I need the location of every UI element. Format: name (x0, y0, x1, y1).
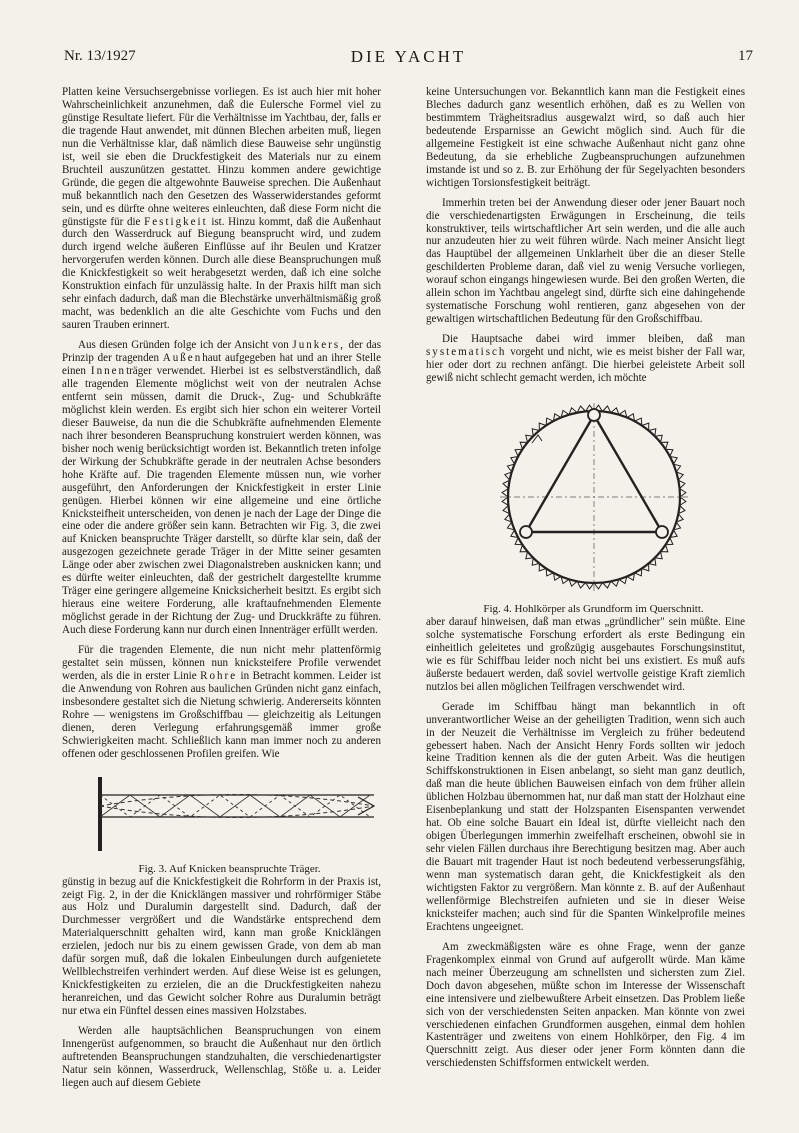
issue-number: Nr. 13/1927 (64, 48, 136, 64)
paragraph: Aus diesen Gründen folge ich der Ansicht von Junkers, der das Prinzip der tragenden Außenhaut aufgegeben hat und an ihrer Stelle einen Innenträger verwendet. Hierbei ist es selbstverständlich, daß alle tragenden Elemente möglichst weit von der neutralen Achse entfernt sein müssen, damit die Druck-, Zug- und Schubkräfte möglichst klein werden. Es ergibt sich hier schon ein weiterer Vorteil dieser Bauweise, da nun die die Schubkräfte aufnehmenden Elemente nach ihrer besonderen Beanspruchung konstruiert werden können, was bisher noch wenig berücksichtigt worden ist. Bekanntlich treten infolge der Wirkung der Schubkräfte gerade in der neutralen Achse besonders hohe Kräfte auf. Die tragenden Elemente müssen nun, wie vorher ausgeführt, den Anforderungen der Knickfestigkeit in erster Linie genügen. Hierbei können wir eine allgemeine und eine örtliche Knicksteifheit unterscheiden, von denen je nach der Lage der Dinge die eine oder die andere größer sein kann. Betrachten wir Fig. 3, die zwei auf Knicken beanspruchte Träger darstellt, so dürfte klar sein, daß der ausgezogen gezeichnete gerade Träger in der Mitte seiner gesamten Länge oder aber zwischen zwei Diagonalstreben ausknicken kann; und es dürfte weiter einleuchten, daß der gestrichelt dargestellte krumme Träger eine geringere allgemeine Knicksicherheit besitzt. Es ergibt sich hieraus eine weitere Forderung, alle kraftaufnehmenden Elemente möglichst gerade in der Richtung der Zug- und Druckkräfte zu führen. Auch diese Forderung kann nur durch einen Innenträger erfüllt werden. (62, 339, 382, 637)
paragraph: Am zweckmäßigsten wäre es ohne Frage, wenn der ganze Fragenkomplex einmal von Grund auf aufgerollt würde. Man käme nach meiner Überzeugung am schnellsten und sichersten zum Ziel. Doch davon abgesehen, müßte schon im Interesse der Wissenschaft eine intensivere und zielbewußtere Arbeit einsetzen. Das Problem ließe sich von der verschiedensten Seiten anpacken. Man könnte von zwei verschiedenen einfachen Grundformen ausgehen, einmal dem hohlen Kastenträger und zweitens von einem Hohlkörper, den Fig. 4 im Querschnitt zeigt. Aus dieser oder jener Form könnten dann die verschiedensten Schiffsformen entwickelt werden. (426, 940, 745, 1070)
fig3-truss-diagram (62, 769, 381, 859)
truss-drawing (96, 771, 378, 855)
paragraph: Für die tragenden Elemente, die nun nicht mehr plattenförmig gestaltet sein müssen, können nun knicksteifere Profile verwendet werden, als die in erster Linie Rohre in Betracht kommen. Leider ist die Anwendung von Rohren aus baulichen Gründen nicht ganz einfach, insbesondere gestaltet sich die Nietung schwierig. Andererseits könnten Rohre — wenigstens im Großschiffbau — gleichzeitig als Leitungen dienen, deren Verlegung erfahrungsgemäß immer große Schwierigkeiten macht. Schließlich kann man immer noch zu anderen offenen oder geschlossenen Profilen greifen. Wie (62, 644, 381, 760)
hollow-body-drawing (494, 391, 694, 601)
journal-title: DIE YACHT (350, 47, 467, 66)
paragraph: günstig in bezug auf die Knickfestigkeit die Rohrform in der Praxis ist, zeigt Fig. 2, in der die Knicklängen massiver und rohrförmiger Stäbe aus Holz und Duralumin dargestellt sind. Dadurch, daß der Durchmesser vergrößert und die Wandstärke entsprechend dem Materialquerschnitt gehalten wird, kann man große Knicklängen erzielen, jedoch nur bis zu einem gewissen Grade, von dem ab man dafür sorgen muß, daß die lokalen Einbeulungen durch aufgenietete Wellblechstreifen verhindert werden. Auf diese Weise ist es gelungen, Knickfestigkeiten zu erzielen, die an die Druckfestigkeiten nahezu heranreichen, und das Gewicht solcher Rohre aus Duralumin beträgt nur etwa ein Fünftel dessen eines massiven Holzstabes. (62, 875, 381, 1018)
page-header (64, 48, 753, 70)
paragraph: Die Hauptsache dabei wird immer bleiben, daß man systematisch vorgeht und nicht, wie es meist bisher der Fall war, hier oder dort zu rechnen anfängt. Die hierbei geleistete Arbeit soll gewiß nicht schlecht gemacht werden, ich möchte (426, 333, 745, 385)
paragraph: Immerhin treten bei der Anwendung dieser oder jener Bauart noch die verschiedenartigsten Erwägungen in Erscheinung, die teils konstruktiver, teils wirtschaftlicher Art sein werden, und die alle auch nur anzudeuten hier zu weit führen würde. Nach meiner Ansicht liegt das Hauptübel der allgemeinen Unklarheit über die an dieser Stelle geschilderten Probleme daran, daß viel zu wenig Versuche vorliegen, worauf schon eingangs hingewiesen wurde. Bei den großen Werten, die allein schon im Yachtbau angelegt sind, dürfte sich eine dahingehende systematische Forschung wohl rentieren, ganz abgesehen von der gewaltigen wirtschaftlichen Bedeutung für den Großschiffbau. (426, 196, 745, 326)
paragraph: Werden alle hauptsächlichen Beanspruchungen von einem Innengerüst aufgenommen, so braucht die Außenhaut nur den örtlich auftretenden Beanspruchungen standzuhalten, die verschiedenartigster Natur sein können, Wasserdruck, Wellenschlag, Stöße u. a. Leider liegen auch auf diesem Gebiete (62, 1025, 381, 1089)
paragraph: Platten keine Versuchsergebnisse vorliegen. Es ist auch hier mit hoher Wahrscheinlichkeit anzunehmen, daß die Eulersche Formel viel zu günstige Resultate liefert. Für die Verhältnisse im Yachtbau, der, falls er die tragende Haut anwendet, mit dünnen Blechen arbeiten muß, liegen nun die Verhältnisse klar, daß nämlich diese Bauweise sehr ungünstig ist, weil sie eben die Druckfestigkeit des Materials nur zu einem Bruchteil auszunützen gestattet. Hinzu kommen andere gewichtige Gründe, die gegen die altgewohnte Bauweise sprechen. Die Außenhaut muß bekanntlich nach den Gesetzen des Wasserwiderstandes geformt sein, und es dürfte ohne weiteres einleuchten, daß diese Form nicht die günstigste für die Festigkeit ist. Hinzu kommt, daß die Außenhaut durch den Wasserdruck auf Biegung beansprucht wird, und zudem durch irgend welche äußeren Einflüsse auf ihr Beulen und Kratzer hervorgerufen werden können. Durch alle diese Beanspruchungen muß die Knickfestigkeit so weit herabgesetzt werden, daß ich eine solche Konstruktion einfach für unzulässig halte. In der Praxis hilft man sich sehr einfach dadurch, daß man die Blechstärke unverhältnismäßig groß macht, was bedenklich an die alte Geschichte vom Fuchs und den sauren Trauben erinnert. (62, 86, 382, 332)
paragraph: aber darauf hinweisen, daß man etwas „gründlicher" sein müßte. Eine solche systematische Forschung erfordert als erste Bedingung ein einheitlich geleitetes und großzügig ausgebautes Forschungsinstitut, wie es für Schiffbau leider noch nicht bei uns existiert. Es muß aufs äußerste bedauert werden, daß soviel wertvolle geistige Kraft ziemlich nutzlos bei allen möglichen Teilfragen verschwendet wird. (426, 615, 745, 693)
fig3-caption: Fig. 3. Auf Knicken beanspruchte Träger. (138, 862, 321, 875)
left-column (62, 86, 381, 1090)
fig4-cross-section-diagram (426, 391, 745, 603)
paragraph: keine Untersuchungen vor. Bekanntlich kann man die Festigkeit eines Bleches dadurch ganz wesentlich erhöhen, daß es zu Wellen von bestimmtem Trägheitsradius ausgewalzt wird, so daß auch hier bedeutende Ersparnisse an Gewicht möglich sind. Auch für die allgemeine Festigkeit ist eine schwache Außenhaut nicht ganz ohne Bedeutung, da sie erhebliche Zugbeanspruchungen aufzunehmen imstande ist und so z. B. zur Erhöhung der für Segelyachten besonders wichtigen Torsionsfestigkeit beiträgt. (426, 86, 745, 189)
right-column (426, 86, 745, 1070)
fig4-caption: Fig. 4. Hohlkörper als Grundform im Querschnitt. (483, 602, 704, 615)
page-number: 17 (738, 48, 753, 64)
paragraph: Gerade im Schiffbau hängt man bekanntlich in oft unverantwortlicher Weise an der geheiligten Tradition, wenn sich auch in der Neuzeit die Verhältnisse im Vergleich zu früher bedeutend gebessert haben. Nach der Ansicht Henry Fords sollten wir jedoch keine Tradition kennen als die der guten Arbeit. Was die heutigen Schiffskonstruktionen in Eisen anbelangt, so sieht man ganz deutlich, daß man die heute üblichen Bauweisen einfach von dem früher allein üblichen Holzbau übernommen hat, nur daß man statt der Holzhaut eine Eisenbeplankung und statt der Holzspanten Eisenspanten verwendet hat. Ob eine solche Bauart ein Ideal ist, dürfte vielleicht nach den obigen Überlegungen immerhin zweifelhaft erscheinen, obwohl sie in sehr vielen Fällen durchaus ihre Berechtigung besitzen mag. Aber auch die Bauart mit tragender Haut ist noch bedeutend verbesserungsfähig, wenn man systematisch daran geht, die Knickfestigkeit als den wichtigsten Faktor zu vergrößern. Man könnte z. B. auf der Außenhaut wellenförmige Blechstreifen aufnieten und sie in dieser Weise knicksteifer machen; auch sind für die Spanten Winkelprofile meines Erachtens ungeeignet. (426, 700, 745, 933)
